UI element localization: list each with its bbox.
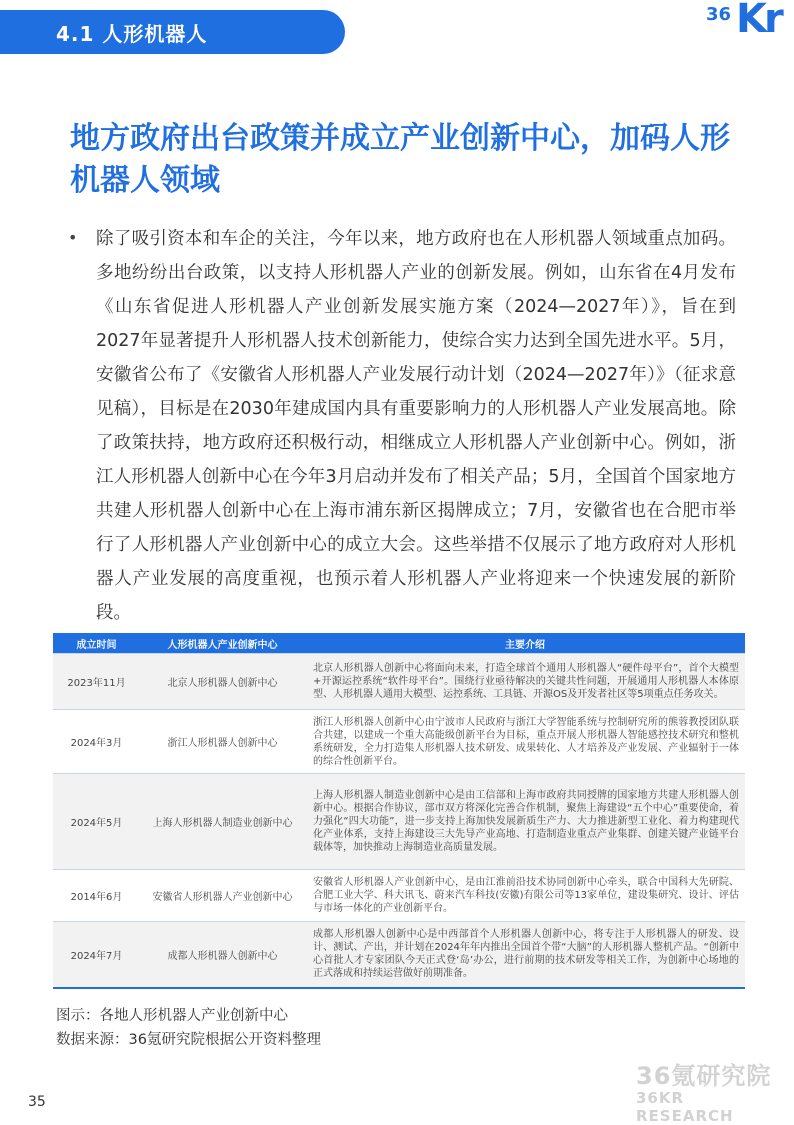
row-center-name: 浙江人形机器人创新中心 xyxy=(140,710,305,774)
bullet-icon: • xyxy=(68,228,78,247)
figure-title: 图示：各地人形机器人产业创新中心 xyxy=(56,1008,288,1024)
logo-letters: Kr xyxy=(736,0,781,42)
36kr-research-watermark xyxy=(636,1056,786,1125)
row-description: 浙江人形机器人创新中心由宁波市人民政府与浙江大学智能系统与控制研究所的熊蓉教授团队联合共建，以建成一个重大高能级创新平台为目标，重点开展人形机器人智能感控技术研究和整机系统研发，全力打造集人形机器人技术研发、成果转化、人才培养及产业发展、产业辐射于一体的综合性创新平台。 xyxy=(305,710,745,774)
table-header-row xyxy=(53,633,745,654)
section-title: 4.1 人形机器人 xyxy=(56,22,208,46)
36kr-logo xyxy=(706,0,794,50)
row-date: 2024年7月 xyxy=(53,922,140,988)
figure-caption xyxy=(56,1004,321,1052)
body-paragraph: 除了吸引资本和车企的关注，今年以来，地方政府也在人形机器人领域重点加码。多地纷纷出台政策，以支持人形机器人产业的创新发展。例如，山东省在4月发布《山东省促进人形机器人产业创新发展实施方案（2024—2027年）》，旨在到2027年显著提升人形机器人技术创新能力，使综合实力达到全国先进水平。5月，安徽省公布了《安徽省人形机器人产业发展行动计划（2024—2027年）》（征求意见稿），目标是在2030年建成国内具有重要影响力的人形机器人产业发展高地。除了政策扶持，地方政府还积极行动，相继成立人形机器人产业创新中心。例如，浙江人形机器人创新中心在今年3月启动并发布了相关产品；5月，全国首个国家地方共建人形机器人创新中心在上海市浦东新区揭牌成立；7月，安徽省也在合肥市举行了人形机器人产业创新中心的成立大会。这些举措不仅展示了地方政府对人形机器人产业发展的高度重视，也预示着人形机器人产业将迎来一个快速发展的新阶段。 xyxy=(96,229,736,623)
row-date: 2014年6月 xyxy=(53,870,140,922)
row-center-name: 成都人形机器人创新中心 xyxy=(140,922,305,988)
row-description: 成都人形机器人创新中心是中西部首个人形机器人创新中心，将专注于人形机器人的研发、设计、测试、产出，并计划在2024年年内推出全国首个带“大脑”的人形机器人整机产品。“创新中心首批人才专家团队今天正式登‘岛’办公，进行前期的技术研发等相关工作，为创新中心场地的正式落成和持续运营做好前期准备。 xyxy=(305,922,745,988)
row-description: 安徽省人形机器人产业创新中心，是由江淮前沿技术协同创新中心牵头，联合中国科大先研院、合肥工业大学、科大讯飞、蔚来汽车科技(安徽)有限公司等13家单位，建设集研究、设计、评估与市场一体化的产业创新平台。 xyxy=(305,870,745,922)
row-description: 北京人形机器人创新中心将面向未来，打造全球首个通用人形机器人“硬件母平台”，首个大模型+开源运控系统“软件母平台”。围绕行业亟待解决的关键共性问题，开展通用人形机器人本体原型、人形机器人通用大模型、运控系统、工具链、开源OS及开发者社区等5项重点任务攻关。 xyxy=(305,654,745,710)
row-center-name: 上海人形机器人制造业创新中心 xyxy=(140,774,305,870)
header-center-name: 人形机器人产业创新中心 xyxy=(140,633,305,654)
data-source: 数据来源：36氪研究院根据公开资料整理 xyxy=(56,1032,321,1048)
table-row xyxy=(53,870,745,922)
header-description: 主要介绍 xyxy=(305,633,745,654)
row-description: 上海人形机器人制造业创新中心是由工信部和上海市政府共同授牌的国家地方共建人形机器人创新中心。根据合作协议，部市双方将深化完善合作机制，聚焦上海建设“五个中心”重要使命，着力强化“四大功能”，进一步支持上海加快发展新质生产力、大力推进新型工业化、着力构建现代化产业体系，支持上海建设三大先导产业高地、打造制造业重点产业集群、创建关键产业链平台载体等，加快推动上海制造业高质量发展。 xyxy=(305,774,745,870)
table-row xyxy=(53,654,745,710)
watermark-line1: 36氪研究院 xyxy=(636,1062,772,1090)
row-center-name: 北京人形机器人创新中心 xyxy=(140,654,305,710)
page-number: 35 xyxy=(28,1094,46,1110)
page-heading: 地方政府出台政策并成立产业创新中心，加码人形机器人领域 xyxy=(70,121,730,198)
innovation-centers-table xyxy=(53,633,745,989)
table-row xyxy=(53,922,745,988)
table-row xyxy=(53,774,745,870)
row-date: 2024年5月 xyxy=(53,774,140,870)
row-date: 2023年11月 xyxy=(53,654,140,710)
watermark-line2: 36KR RESEARCH xyxy=(636,1089,734,1125)
header-date: 成立时间 xyxy=(53,633,140,654)
row-center-name: 安徽省人形机器人产业创新中心 xyxy=(140,870,305,922)
logo-number: 36 xyxy=(706,4,732,25)
table-row xyxy=(53,710,745,774)
row-date: 2024年3月 xyxy=(53,710,140,774)
